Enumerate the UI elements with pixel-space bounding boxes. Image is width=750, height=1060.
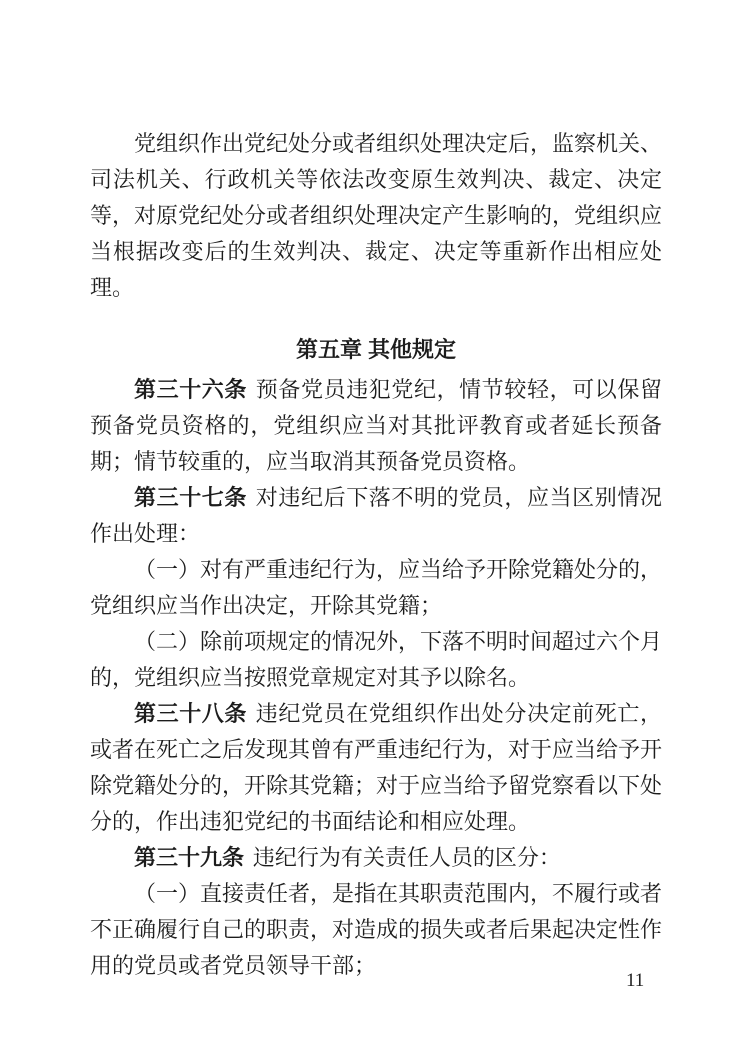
article-39-text: 违纪行为有关责任人员的区分： — [252, 845, 561, 870]
article-37-clause-1-text: （一）对有严重违纪行为，应当给予开除党籍处分的，党组织应当作出决定，开除其党籍； — [90, 557, 663, 618]
page-number: 11 — [626, 970, 645, 991]
article-36-number: 第三十六条 — [134, 377, 247, 402]
article-37-clause-1 — [90, 552, 662, 624]
article-38 — [90, 696, 662, 840]
intro-paragraph-text: 党组织作出党纪处分或者组织处理决定后，监察机关、司法机关、行政机关等依法改变原生效判决、裁定、决定等，对原党纪处分或者组织处理决定产生影响的，党组织应当根据改变后的生效判决、裁定、决定等重新作出相应处理。 — [90, 131, 663, 300]
page-content — [90, 126, 662, 984]
article-37 — [90, 480, 662, 552]
article-36 — [90, 372, 662, 480]
chapter-heading: 第五章 其他规定 — [295, 337, 457, 362]
article-38-number: 第三十八条 — [134, 701, 247, 726]
article-37-clause-2 — [90, 624, 662, 696]
article-38-text: 违纪党员在党组织作出处分决定前死亡，或者在死亡之后发现其曾有严重违纪行为，对于应当给予开除党籍处分的，开除其党籍；对于应当给予留党察看以下处分的，作出违犯党纪的书面结论和相应处理。 — [90, 701, 663, 834]
article-39-number: 第三十九条 — [134, 845, 245, 870]
article-39-clause-1-text: （一）直接责任者，是指在其职责范围内，不履行或者不正确履行自己的职责，对造成的损失或者后果起决定性作用的党员或者党员领导干部； — [90, 881, 663, 978]
intro-paragraph — [90, 126, 662, 306]
article-39-clause-1 — [90, 876, 662, 984]
article-37-number: 第三十七条 — [134, 485, 247, 510]
article-37-text: 对违纪后下落不明的党员，应当区别情况作出处理： — [90, 485, 662, 546]
article-36-text: 预备党员违犯党纪，情节较轻，可以保留预备党员资格的，党组织应当对其批评教育或者延长预备期；情节较重的，应当取消其预备党员资格。 — [90, 377, 662, 474]
article-39 — [90, 840, 662, 876]
article-37-clause-2-text: （二）除前项规定的情况外，下落不明时间超过六个月的，党组织应当按照党章规定对其予以除名。 — [90, 629, 663, 690]
